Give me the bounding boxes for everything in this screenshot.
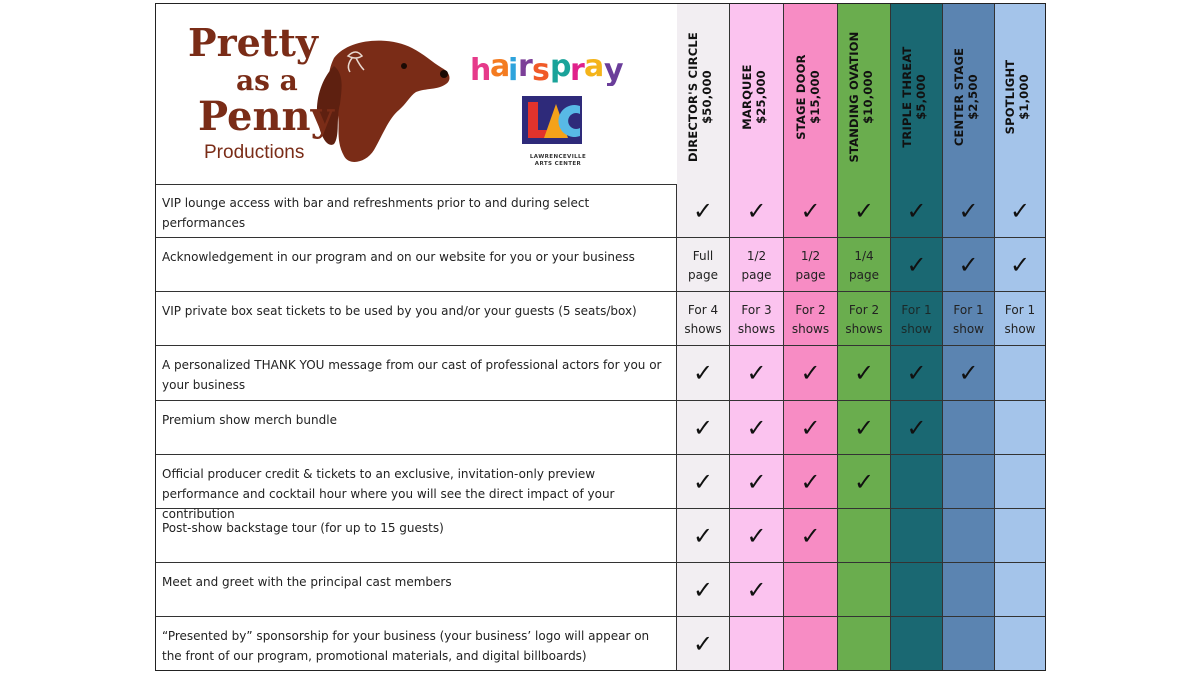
tier-header-label [740,17,774,177]
cell-value: For 3 shows [737,302,776,336]
check-icon: ✓ [692,413,714,442]
pretty-logo-line2: as a [236,64,298,97]
tier-cell [784,401,838,454]
lac-caption-line2: ARTS CENTER [534,161,582,167]
benefit-row [156,509,1045,563]
cell-value: For 4 shows [684,302,722,336]
check-icon: ✓ [958,250,979,279]
tier-name: CENTER STAGE [951,47,966,147]
hairspray-letter: s [532,53,550,86]
benefit-description: Meet and greet with the principal cast members [156,563,677,616]
benefit-row [156,292,1045,346]
tier-header [730,4,784,184]
tier-cell [995,563,1045,616]
tier-cell [995,292,1045,345]
tier-cell [730,617,784,670]
cell-value: For 2 shows [845,302,883,336]
tier-cell [838,401,891,454]
tier-cell [943,238,995,291]
tier-cell [838,184,891,237]
tier-header-label [1003,17,1037,177]
benefit-row [156,617,1045,670]
tier-header [838,4,891,184]
check-icon: ✓ [958,359,979,387]
check-icon: ✓ [906,196,927,225]
tier-amount: $50,000 [700,70,714,124]
tier-cell [943,617,995,670]
tier-cell [995,401,1045,454]
check-icon: ✓ [692,359,714,387]
tier-cell [891,184,943,237]
tier-amount: $25,000 [753,70,768,124]
check-icon: ✓ [692,467,714,496]
tier-cell [784,346,838,400]
check-icon: ✓ [746,413,767,442]
check-icon: ✓ [692,629,714,658]
hairspray-letter: r [570,53,585,86]
tier-header-label [952,17,986,177]
lac-caption [508,154,608,168]
tier-cell [730,238,784,291]
benefit-row [156,238,1045,292]
tier-name: STANDING OVATION [847,31,861,163]
tier-cell [891,401,943,454]
tier-cell [995,184,1045,237]
tier-cell [730,292,784,345]
hairspray-letter: y [604,53,624,86]
tier-cell [891,346,943,400]
benefit-row [156,184,1045,238]
tier-cell [677,617,730,670]
tier-amount: $10,000 [861,70,875,124]
check-icon: ✓ [746,467,767,496]
tier-cell [838,238,891,291]
tier-amount: $1,000 [1017,74,1031,120]
cell-value: For 1 show [952,302,984,336]
hairspray-logo [468,42,648,86]
tier-cell [995,617,1045,670]
pretty-logo-line4: Productions [204,142,305,163]
tier-cell [838,563,891,616]
check-icon: ✓ [746,575,767,604]
tier-cell [891,238,943,291]
cell-value: For 2 shows [791,302,830,336]
check-icon: ✓ [853,467,875,496]
tier-cell [784,563,838,616]
tier-cell [677,455,730,508]
tier-cell [891,563,943,616]
benefit-row [156,346,1045,401]
tier-cell [730,455,784,508]
check-icon: ✓ [692,196,714,225]
tier-cell [784,455,838,508]
tier-cell [784,617,838,670]
tier-cell [838,346,891,400]
check-icon: ✓ [800,521,821,550]
tier-name: SPOTLIGHT [1003,59,1017,135]
tier-cell [838,455,891,508]
tier-cell [995,238,1045,291]
check-icon: ✓ [692,521,714,550]
cell-value: 1/2 page [795,248,826,282]
check-icon: ✓ [958,196,979,225]
benefit-description: “Presented by” sponsorship for your business (your business’ logo will appear on the front of our program, promotional materials, and digital billboards) [156,617,677,670]
tier-cell [677,238,730,291]
check-icon: ✓ [853,359,875,387]
tier-cell [677,509,730,562]
pretty-logo-line1: Pretty [188,20,318,65]
check-icon: ✓ [800,467,821,496]
tier-cell [891,617,943,670]
check-icon: ✓ [906,250,927,279]
tier-cell [943,563,995,616]
sponsorship-table [155,3,1046,671]
logo-cell [156,4,678,184]
check-icon: ✓ [692,575,714,604]
check-icon: ✓ [800,359,821,387]
benefit-description: VIP private box seat tickets to be used by you and/or your guests (5 seats/box) [156,292,677,345]
hairspray-letter: p [550,49,572,84]
tier-header [891,4,943,184]
tier-cell [677,346,730,400]
hairspray-letter: a [490,49,511,84]
pretty-logo-line3: Penny [198,93,334,140]
benefit-row [156,455,1045,521]
tier-cell [730,346,784,400]
cell-value: For 1 show [900,302,932,336]
benefit-description: Post-show backstage tour (for up to 15 guests) [156,509,677,562]
tier-cell [943,401,995,454]
benefit-row [156,401,1045,455]
tier-cell [677,563,730,616]
tier-header [995,4,1045,184]
check-icon: ✓ [906,413,927,442]
tier-amount: $15,000 [807,70,822,124]
tier-name: MARQUEE [739,64,754,130]
check-icon: ✓ [906,359,927,387]
tier-cell [891,292,943,345]
check-icon: ✓ [746,196,767,225]
tier-cell [730,509,784,562]
tier-cell [677,292,730,345]
hairspray-letter: i [508,53,519,86]
tier-name: DIRECTOR'S CIRCLE [686,32,700,162]
check-icon: ✓ [746,359,767,387]
benefit-description: Acknowledgement in our program and on our website for you or your business [156,238,677,291]
benefit-description: Premium show merch bundle [156,401,677,454]
cell-value: Full page [688,248,718,282]
tier-cell [677,401,730,454]
tier-name: STAGE DOOR [793,54,808,140]
check-icon: ✓ [800,413,821,442]
lac-caption-line1: LAWRENCEVILLE [529,154,587,160]
tier-cell [891,509,943,562]
benefit-description: A personalized THANK YOU message from our cast of professional actors for you or your business [156,346,677,400]
tier-header-label [900,17,934,177]
tier-header-label [686,17,720,177]
check-icon: ✓ [853,196,875,225]
tier-cell [784,238,838,291]
tier-cell [995,509,1045,562]
tier-header [943,4,995,184]
hairspray-letter: a [584,49,605,84]
tier-name: TRIPLE THREAT [899,46,914,148]
tier-cell [677,184,730,237]
tier-cell [943,346,995,400]
check-icon: ✓ [853,413,875,442]
tier-header-label [794,17,828,177]
tier-cell [784,184,838,237]
cell-value: For 1 show [1004,302,1036,336]
tier-cell [730,184,784,237]
check-icon: ✓ [1009,250,1031,279]
cell-value: 1/4 page [849,248,879,282]
pretty-as-a-penny-logo [184,18,454,168]
tier-cell [943,455,995,508]
benefit-row [156,563,1045,617]
tier-cell [784,509,838,562]
tier-cell [891,455,943,508]
check-icon: ✓ [1009,196,1031,225]
tier-cell [838,509,891,562]
tier-cell [943,509,995,562]
benefit-description: VIP lounge access with bar and refreshments prior to and during select performances [156,184,677,237]
tier-cell [838,617,891,670]
check-icon: ✓ [746,521,767,550]
tier-amount: $2,500 [965,74,980,120]
tier-cell [838,292,891,345]
tier-header [677,4,730,184]
tier-cell [995,455,1045,508]
tier-cell [995,346,1045,400]
cell-value: 1/2 page [741,248,772,282]
hairspray-letter: h [470,53,492,86]
tier-header [784,4,838,184]
table-header-row [156,4,1045,185]
tier-cell [943,292,995,345]
hairspray-letter: r [518,49,533,84]
benefit-description: Official producer credit & tickets to an exclusive, invitation-only preview performance and cocktail hour where you will see the direct impact of your contribution [156,455,677,508]
tier-cell [730,401,784,454]
tier-amount: $5,000 [913,74,928,120]
tier-cell [943,184,995,237]
tier-cell [784,292,838,345]
tier-cell [730,563,784,616]
tier-header-label [847,17,881,177]
check-icon: ✓ [800,196,821,225]
